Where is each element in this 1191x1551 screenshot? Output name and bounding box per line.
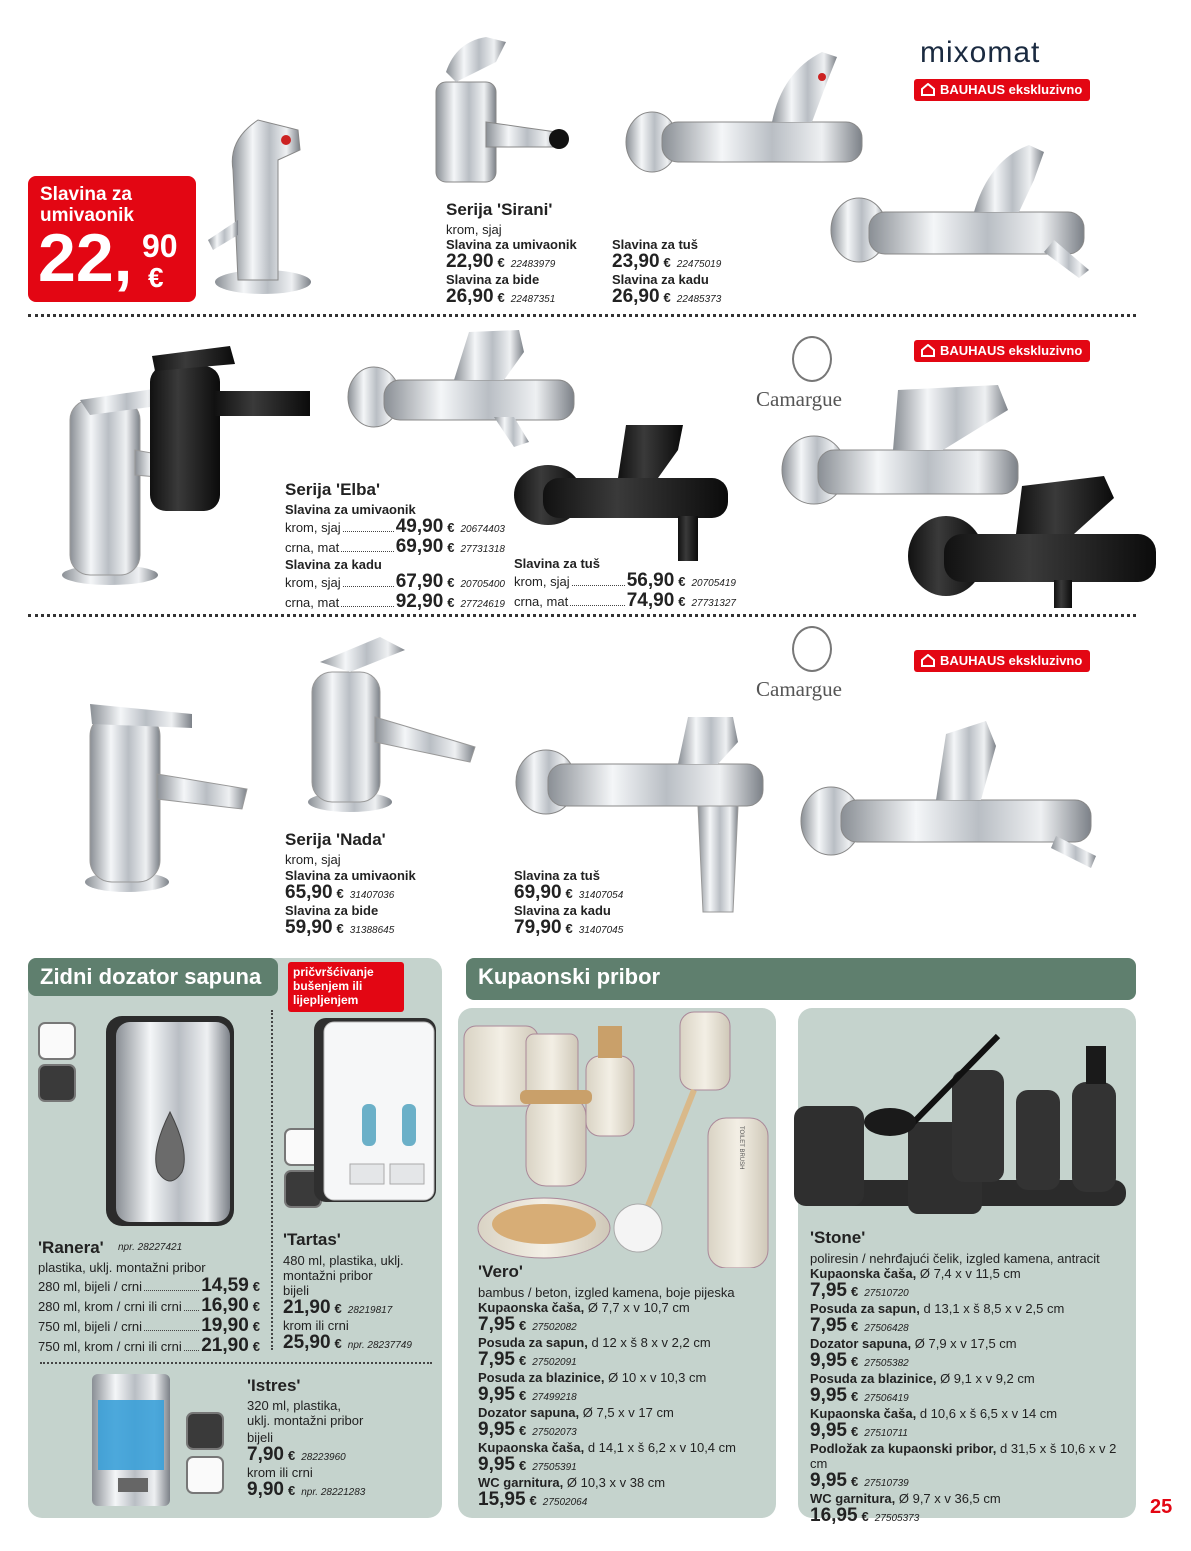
vero-art: 27502064 <box>542 1497 588 1508</box>
vero-item-dims: Ø 7,5 x v 17 cm <box>582 1405 674 1420</box>
tartas-price-2: 25,90 <box>283 1332 331 1353</box>
nada-bidet-image <box>290 632 490 817</box>
elba-art: 20705419 <box>691 578 736 589</box>
stone-art: 27506419 <box>864 1393 909 1404</box>
accessories-header: Kupaonski pribor <box>466 958 1136 1000</box>
istres-desc-2: uklj. montažni pribor <box>247 1413 364 1428</box>
istres-variant-2: krom ili crni <box>247 1465 313 1480</box>
istres-price-2: 9,90 <box>247 1479 284 1500</box>
elba-basin-label: Slavina za umivaonik <box>285 502 416 517</box>
section-divider <box>28 614 1136 617</box>
ranera-title: 'Ranera' <box>38 1238 104 1257</box>
elba-art: 27731327 <box>691 598 736 609</box>
horizontal-divider <box>40 1362 432 1364</box>
elba-left-column: Slavina za umivaonik krom, sjaj 49,90 € 20674403 crna, mat 69,90 € 27731318 Slavina za kadu krom, sjaj 67,90 € 20705400 crna, mat 92,90 € 27724619 <box>285 502 505 612</box>
vero-art: 27502091 <box>532 1357 577 1368</box>
elba-art: 27724619 <box>460 599 505 610</box>
stone-item <box>810 1441 1136 1471</box>
ranera-price: 14,59 <box>201 1275 249 1296</box>
vero-item-name: Posuda za sapun, <box>478 1335 588 1350</box>
sirani-finish: krom, sjaj <box>446 222 502 237</box>
vero-item <box>478 1370 774 1385</box>
vero-item-dims: d 14,1 x š 6,2 x v 10,4 cm <box>587 1440 736 1455</box>
stone-art: 27510711 <box>864 1428 908 1439</box>
sirani-item-name: Slavina za umivaonik <box>446 237 577 252</box>
stone-item <box>810 1371 1136 1386</box>
color-swatch-white[interactable] <box>186 1456 224 1494</box>
vero-item-dims: Ø 10 x v 10,3 cm <box>608 1370 707 1385</box>
mount-badge-text: pričvršćivanje bušenjem ili lijepljenjem <box>293 965 374 1007</box>
vero-price: 9,95 <box>478 1419 515 1440</box>
stone-art: 27505373 <box>874 1513 920 1524</box>
vero-title: 'Vero' <box>478 1262 523 1281</box>
tartas-desc-1: 480 ml, plastika, uklj. <box>283 1253 404 1268</box>
elba-variant: krom, sjaj <box>514 574 570 589</box>
elba-shower-label: Slavina za tuš <box>514 556 600 571</box>
stone-item-name: Dozator sapuna, <box>810 1336 912 1351</box>
soap-dispenser-header: Zidni dozator sapuna <box>28 958 278 996</box>
stone-price: 7,95 <box>810 1280 847 1301</box>
ranera-price: 16,90 <box>201 1295 249 1316</box>
sirani-item-name: Slavina za tuš <box>612 237 698 252</box>
sirani-item-name: Slavina za bide <box>446 272 540 287</box>
elba-price: 74,90 <box>626 590 675 611</box>
nada-left-column: Slavina za umivaonik 65,90 € 31407036 Slavina za bide 59,90 € 31388645 <box>285 868 416 938</box>
hero-price-int: 22, <box>38 220 133 296</box>
toilet-brush-label: TOILET BRUSH <box>738 1126 744 1170</box>
ranera-price-list: 280 ml, bijeli / crni 14,59 € 280 ml, krom / crni ili crni 16,90 € 750 ml, bijeli / crni 19,90 € 750 ml, krom / crni ili crni 21,90 € <box>38 1275 260 1356</box>
elba-variant: krom, sjaj <box>285 520 341 535</box>
elba-art: 20674403 <box>460 524 505 535</box>
stone-item-dims: d 31,5 x š 10,6 x v 2 cm <box>810 1441 1117 1471</box>
hero-currency: € <box>148 262 164 293</box>
istres-title: 'Istres' <box>247 1376 301 1395</box>
nada-art: 31407045 <box>578 925 624 936</box>
vero-item <box>478 1440 774 1455</box>
stone-item-dims: Ø 7,9 x v 17,5 cm <box>914 1336 1017 1351</box>
vero-desc: bambus / beton, izgled kamena, boje pijeska <box>478 1285 735 1300</box>
stone-item-dims: d 13,1 x š 8,5 x v 2,5 cm <box>923 1301 1065 1316</box>
camargue-logo: Camargue <box>756 677 842 701</box>
elba-variant: crna, mat <box>285 595 340 610</box>
color-swatch-black[interactable] <box>186 1412 224 1450</box>
sirani-art: 22483979 <box>510 259 556 270</box>
vero-price: 7,95 <box>478 1349 515 1370</box>
nada-price: 65,90 <box>285 882 333 903</box>
vero-price: 9,95 <box>478 1454 515 1475</box>
nada-basin-image <box>72 694 262 899</box>
stone-art: 27510720 <box>864 1288 909 1299</box>
nada-art: 31388645 <box>349 925 395 936</box>
istres-details: 320 ml, plastika, uklj. montažni pribor bijeli 7,90 € 28223960 krom ili crni 9,90 € npr. 28221283 <box>247 1398 366 1500</box>
elba-black-shower-image <box>904 476 1164 611</box>
elba-bath-label: Slavina za kadu <box>285 557 382 572</box>
ranera-art: npr. 28227421 <box>118 1242 183 1253</box>
hero-label-1: Slavina za <box>40 184 132 205</box>
tartas-title: 'Tartas' <box>283 1230 341 1249</box>
nada-item-name: Slavina za bide <box>285 903 379 918</box>
istres-desc-1: 320 ml, plastika, <box>247 1398 341 1413</box>
elba-variant: crna, mat <box>285 540 340 555</box>
elba-price: 67,90 <box>395 571 444 592</box>
sirani-price: 22,90 <box>446 251 494 272</box>
stone-item-dims: Ø 7,4 x v 11,5 cm <box>919 1266 1021 1281</box>
house-icon <box>921 654 935 667</box>
vero-item <box>478 1335 774 1350</box>
tartas-dispenser-image <box>310 1014 440 1206</box>
mixomat-logo: mixomat <box>920 36 1041 69</box>
nada-right-column: Slavina za tuš 69,90 € 31407054 Slavina za kadu 79,90 € 31407045 <box>514 868 624 938</box>
stone-art: 27506428 <box>864 1323 909 1334</box>
stone-price: 9,95 <box>810 1470 847 1491</box>
stone-item <box>810 1406 1136 1421</box>
vero-item <box>478 1300 774 1315</box>
bauhaus-exclusive-label: BAUHAUS ekskluzivno <box>940 82 1083 97</box>
nada-price: 69,90 <box>514 882 562 903</box>
stone-item-dims: Ø 9,1 x v 9,2 cm <box>940 1371 1035 1386</box>
istres-price-1: 7,90 <box>247 1444 284 1465</box>
istres-art-1: 28223960 <box>301 1452 346 1463</box>
nada-title: Serija 'Nada' <box>285 830 386 849</box>
elba-variant: krom, sjaj <box>285 575 341 590</box>
elba-price: 69,90 <box>395 536 444 557</box>
vero-details: 'Vero' bambus / beton, izgled kamena, boje pijeska Kupaonska čaša, Ø 7,7 x v 10,7 cm 7,95 € 27502082 Posuda za sapun, d 12 x š 8 x v 2,2 cm 7,95 € 27502091 Posuda za blazinice, Ø 10 x v 10,3 cm 9,95 € 27499218 Dozator sapuna, Ø 7,5 x v 17 cm 9,95 € 27502073 Kupaonska čaša, d 14,1 x š 6,2 x v 10,4 cm 9,95 € 27505391 WC garnitura, Ø 10,3 x v 38 cm 15,95 € 27502064 <box>478 1262 774 1510</box>
sirani-right-column: Slavina za tuš 23,90 € 22475019 Slavina za kadu 26,90 € 22485373 <box>612 237 722 307</box>
stone-item-dims: d 10,6 x š 6,5 x v 14 cm <box>919 1406 1058 1421</box>
hero-price-dec: 90 <box>142 228 178 264</box>
hero-price-tag <box>28 176 196 302</box>
vero-art: 27502073 <box>532 1427 577 1438</box>
sirani-art: 22475019 <box>676 259 722 270</box>
stone-item <box>810 1491 1136 1506</box>
elba-art: 27731318 <box>460 544 505 555</box>
section-divider <box>28 314 1136 317</box>
sirani-price: 23,90 <box>612 251 660 272</box>
stone-item-name: WC garnitura, <box>810 1491 896 1506</box>
vero-set-image <box>458 1006 776 1268</box>
vero-item-dims: Ø 10,3 x v 38 cm <box>566 1475 666 1490</box>
hero-label-2: umivaonik <box>40 205 134 226</box>
vero-item-name: Posuda za blazinice, <box>478 1370 605 1385</box>
elba-title: Serija 'Elba' <box>285 480 381 499</box>
color-swatch-black[interactable] <box>38 1064 76 1102</box>
tartas-price-1: 21,90 <box>283 1297 331 1318</box>
sirani-title: Serija 'Sirani' <box>446 200 553 219</box>
elba-right-column: Slavina za tuš krom, sjaj 56,90 € 20705419 crna, mat 74,90 € 27731327 <box>514 556 736 611</box>
vero-item <box>478 1405 774 1420</box>
vero-art: 27502082 <box>532 1322 577 1333</box>
stone-item-name: Kupaonska čaša, <box>810 1406 917 1421</box>
stone-item-name: Kupaonska čaša, <box>810 1266 917 1281</box>
istres-art-2: npr. 28221283 <box>301 1487 366 1498</box>
istres-dispenser-image <box>88 1370 174 1510</box>
ranera-price: 19,90 <box>201 1315 249 1336</box>
tartas-art-2: npr. 28237749 <box>347 1340 412 1351</box>
nada-price: 59,90 <box>285 917 333 938</box>
sirani-bath-faucet-image <box>824 140 1104 300</box>
nada-art: 31407054 <box>578 890 624 901</box>
stone-details: 'Stone' poliresin / nehrđajući čelik, izgled kamena, antracit Kupaonska čaša, Ø 7,4 x v 11,5 cm 7,95 € 27510720 Posuda za sapun, d 13,1 x š 8,5 x v 2,5 cm 7,95 € 27506428 Dozator sapuna, Ø 7,9 x v 17,5 cm 9,95 € 27505382 Posuda za blazinice, Ø 9,1 x v 9,2 cm 9,95 € 27506419 Kupaonska čaša, d 10,6 x š 6,5 x v 14 cm 9,95 € 27510711 Podložak za kupaonski pribor, d 31,5 x š 10,6 x v 2 cm 9,95 € 27510739 WC garnitura, Ø 9,7 x v 36,5 cm 16,95 € 27505373 <box>810 1228 1136 1526</box>
nada-item-name: Slavina za kadu <box>514 903 611 918</box>
stone-title: 'Stone' <box>810 1228 866 1247</box>
mount-badge <box>288 962 404 1012</box>
nada-item-name: Slavina za umivaonik <box>285 868 416 883</box>
ranera-desc: plastika, uklj. montažni pribor <box>38 1260 206 1275</box>
vero-price: 9,95 <box>478 1384 515 1405</box>
stone-art: 27510739 <box>864 1478 909 1489</box>
sirani-left-column: Slavina za umivaonik 22,90 € 22483979 Slavina za bide 26,90 € 22487351 <box>446 237 577 307</box>
ranera-variant: 280 ml, bijeli / crni <box>38 1279 143 1294</box>
camargue-logo-icon <box>792 336 832 382</box>
tartas-desc-2: montažni pribor <box>283 1268 373 1283</box>
stone-item-dims: Ø 9,7 x v 36,5 cm <box>898 1491 1001 1506</box>
vero-price: 15,95 <box>478 1489 526 1510</box>
camargue-logo: Camargue <box>756 387 842 411</box>
elba-price: 49,90 <box>395 516 444 537</box>
sirani-item-name: Slavina za kadu <box>612 272 709 287</box>
camargue-logo-icon <box>792 626 832 672</box>
vero-price: 7,95 <box>478 1314 515 1335</box>
ranera-variant: 280 ml, krom / crni ili crni <box>38 1299 182 1314</box>
elba-black-bath-image <box>508 420 738 565</box>
vero-art: 27499218 <box>532 1392 577 1403</box>
stone-item-name: Podložak za kupaonski pribor, <box>810 1441 997 1456</box>
vertical-divider <box>271 1010 273 1350</box>
stone-item <box>810 1266 1136 1281</box>
stone-desc: poliresin / nehrđajući čelik, izgled kamena, antracit <box>810 1251 1100 1266</box>
ranera-dispenser-image <box>100 1012 240 1230</box>
nada-price: 79,90 <box>514 917 562 938</box>
house-icon <box>921 83 935 96</box>
house-icon <box>921 344 935 357</box>
stone-price: 9,95 <box>810 1385 847 1406</box>
bauhaus-exclusive-badge <box>914 79 1090 101</box>
vero-item-name: Kupaonska čaša, <box>478 1300 585 1315</box>
vero-item-dims: Ø 7,7 x v 10,7 cm <box>587 1300 690 1315</box>
ranera-variant: 750 ml, krom / crni ili crni <box>38 1339 182 1354</box>
vero-item <box>478 1475 774 1490</box>
sirani-price: 26,90 <box>446 286 494 307</box>
elba-price: 56,90 <box>626 570 675 591</box>
bauhaus-exclusive-label: BAUHAUS ekskluzivno <box>940 343 1083 358</box>
stone-price: 7,95 <box>810 1315 847 1336</box>
sirani-price: 26,90 <box>612 286 660 307</box>
nada-bath-image <box>796 716 1106 886</box>
stone-item <box>810 1301 1136 1316</box>
bauhaus-exclusive-badge <box>914 650 1090 672</box>
tartas-variant-2: krom ili crni <box>283 1318 349 1333</box>
bauhaus-exclusive-label: BAUHAUS ekskluzivno <box>940 653 1083 668</box>
vero-item-name: Dozator sapuna, <box>478 1405 580 1420</box>
stone-price: 16,95 <box>810 1505 858 1526</box>
elba-variant: crna, mat <box>514 594 569 609</box>
tartas-details: 480 ml, plastika, uklj. montažni pribor bijeli 21,90 € 28219817 krom ili crni 25,90 € npr. 28237749 <box>283 1253 412 1353</box>
istres-variant-1: bijeli <box>247 1430 274 1445</box>
stone-item <box>810 1336 1136 1351</box>
stone-item-name: Posuda za sapun, <box>810 1301 920 1316</box>
elba-price: 92,90 <box>395 591 444 612</box>
page-number: 25 <box>1150 1496 1173 1518</box>
ranera-variant: 750 ml, bijeli / crni <box>38 1319 143 1334</box>
vero-item-name: Kupaonska čaša, <box>478 1440 585 1455</box>
nada-finish: krom, sjaj <box>285 852 341 867</box>
stone-price: 9,95 <box>810 1420 847 1441</box>
vero-item-dims: d 12 x š 8 x v 2,2 cm <box>591 1335 711 1350</box>
elba-art: 20705400 <box>460 579 505 590</box>
sirani-art: 22487351 <box>510 294 556 305</box>
color-swatch-white[interactable] <box>38 1022 76 1060</box>
bauhaus-exclusive-badge <box>914 340 1090 362</box>
ranera-price: 21,90 <box>201 1335 249 1356</box>
sirani-bidet-faucet-image <box>416 22 576 192</box>
stone-set-image <box>790 1026 1136 1232</box>
nada-item-name: Slavina za tuš <box>514 868 600 883</box>
stone-art: 27505382 <box>864 1358 909 1369</box>
vero-item-name: WC garnitura, <box>478 1475 564 1490</box>
stone-item-name: Posuda za blazinice, <box>810 1371 937 1386</box>
sirani-basin-faucet-image <box>198 100 328 300</box>
vero-art: 27505391 <box>532 1462 577 1473</box>
sirani-art: 22485373 <box>676 294 722 305</box>
tartas-art-1: 28219817 <box>347 1305 393 1316</box>
tartas-variant-1: bijeli <box>283 1283 310 1298</box>
stone-price: 9,95 <box>810 1350 847 1371</box>
nada-art: 31407036 <box>349 890 395 901</box>
